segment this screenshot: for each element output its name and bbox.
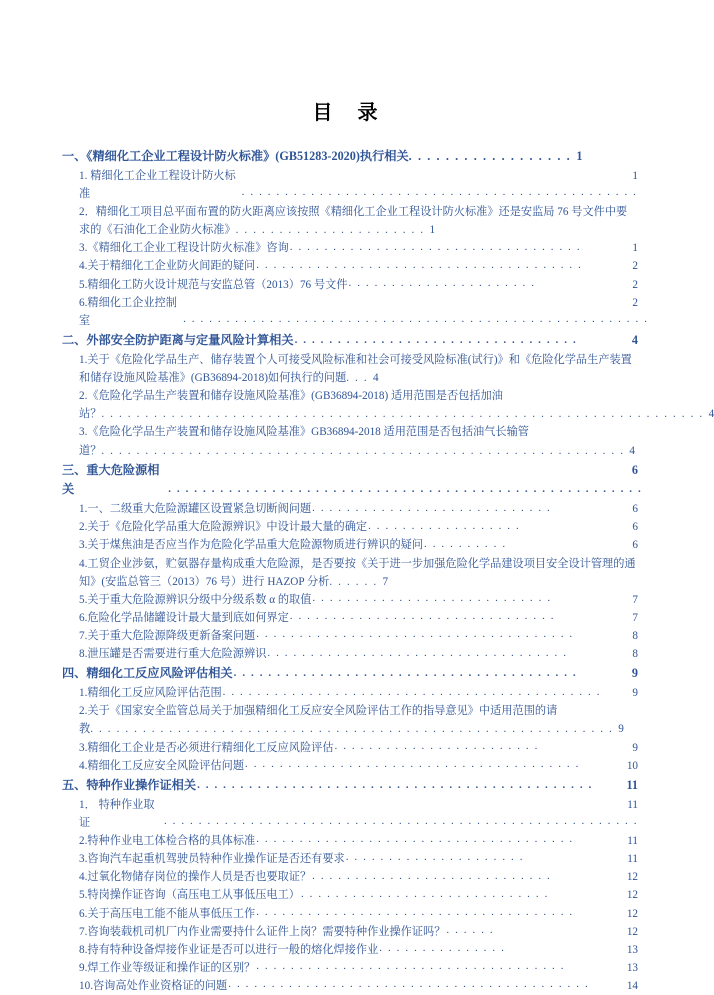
toc-leader-dots: . . . . . . . . . . . . . . . . . . . . . . bbox=[348, 276, 536, 289]
toc-entry-text: 8.持有特种设备焊接作业证是否可以进行一般的熔化焊接作业 bbox=[79, 943, 379, 956]
toc-page-number: 9 bbox=[632, 741, 638, 754]
toc-page-number: 7 bbox=[382, 575, 389, 588]
toc-entry-text: 6.危险化学品储罐设计最大量到底如何界定 bbox=[79, 612, 289, 625]
toc-entry-text: 4.关于精细化工企业防火间距的疑问 bbox=[79, 260, 256, 273]
toc-leader-dots: . . . . . . . . . . . . . . . . . . . . . bbox=[345, 851, 525, 864]
toc-page-number: 2 bbox=[632, 278, 638, 291]
toc-leader-dots: . . . . . . . . . . . . . . . . . . . . . . . . . . . . . . . . . . . . . . . . . . bbox=[228, 978, 590, 991]
toc-entry[interactable] bbox=[62, 461, 643, 501]
toc-entry[interactable] bbox=[62, 684, 638, 702]
toc-leader-dots: . . . . . . . . . . . . . . . bbox=[379, 942, 506, 955]
toc-page-number: 9 bbox=[631, 666, 638, 681]
toc-entry[interactable] bbox=[62, 776, 638, 796]
toc-page-number: 11 bbox=[627, 834, 638, 847]
toc-entry-text: 6.关于高压电工能不能从事低压工作 bbox=[79, 907, 256, 920]
toc-entry-text: 3.《危险化学品生产装置和储存设施风险基准》GB36894-2018 适用范围是否包括油气长输管道？ bbox=[79, 426, 529, 457]
toc-page-number: 4 bbox=[629, 444, 636, 457]
toc-entry-text: 4.过氧化物储存岗位的操作人员是否也要取证？ bbox=[79, 871, 312, 884]
toc-page-number: 2 bbox=[632, 260, 638, 273]
toc-entry-text: 3.关于煤焦油是否应当作为危险化学品重大危险源物质进行辨识的疑问 bbox=[79, 539, 424, 552]
toc-entry[interactable] bbox=[62, 351, 638, 387]
toc-entry[interactable] bbox=[62, 645, 638, 663]
toc-entry-text: 5.精细化工防火设计规范与安监总管（2013）76 号文件 bbox=[79, 278, 348, 291]
toc-entry-text: 1. 精细化工企业工程设计防火标准 bbox=[79, 169, 236, 200]
toc-page-number: 6 bbox=[632, 503, 638, 516]
toc-page-number: 1 bbox=[576, 149, 583, 163]
toc-entry-text: 8.泄压罐是否需要进行重大危险源辨识 bbox=[79, 648, 267, 661]
toc-entry-text: 2.关于《危险化学品重大危险源辨识》中设计最大量的确定 bbox=[79, 521, 368, 534]
toc-entry[interactable] bbox=[62, 739, 638, 757]
toc-entry[interactable] bbox=[62, 423, 638, 459]
toc-entry-text: 9.焊工作业等级证和操作证的区别？ bbox=[79, 961, 256, 974]
toc-entry[interactable] bbox=[62, 387, 714, 423]
toc-entry[interactable] bbox=[62, 257, 638, 275]
toc-entry-text: 2.特种作业电工体检合格的具体标准 bbox=[79, 834, 256, 847]
toc-entry[interactable] bbox=[62, 923, 638, 941]
toc-leader-dots: . . . . . . . . . . . . . . . . . . . . . . . . bbox=[334, 739, 539, 752]
toc-entry-text: 2.《危险化学品生产装置和储存设施风险基准》(GB36894-2018) 适用范围是否包括加油站？ bbox=[79, 390, 503, 421]
toc-entry-text: 1． 特种作业取证 bbox=[79, 798, 155, 829]
toc-leader-dots: . . . . . . . . . . . . . . . . . . . . . . . . . . . . . . . . . . . . . . . . . . . . . . . . . . . . . . bbox=[183, 313, 649, 326]
toc-leader-dots: . . . . . . . . . . . . . . . . . . . . . . . . . . . . . . . . . . . . . . . bbox=[245, 758, 580, 771]
toc-page-number: 4 bbox=[373, 371, 379, 384]
toc-leader-dots: . . . . . . bbox=[329, 575, 378, 588]
toc-entry-text: 6.精细化工企业控制室 bbox=[79, 296, 177, 327]
toc-page-number: 4 bbox=[631, 333, 638, 348]
toc-leader-dots: . . . . . . . . . . . . . . . . . . . . . . . . . . . . . . . bbox=[289, 610, 556, 623]
toc-entry[interactable] bbox=[62, 536, 638, 554]
toc-entry[interactable] bbox=[62, 796, 638, 832]
toc-entry[interactable] bbox=[62, 591, 638, 609]
toc-entry[interactable] bbox=[62, 941, 638, 959]
toc-leader-dots: . . . . . . . . . . . . . . . . . . . . . . . . . . . . . . . . . . . . bbox=[256, 960, 566, 973]
toc-page-number: 1 bbox=[632, 169, 638, 182]
toc-page-number: 13 bbox=[626, 961, 638, 974]
toc-leader-dots: . . . . . . . . . . . . . . . . . . . . . . . . . . . . . . . . . . . . . . . . . . . . bbox=[222, 685, 602, 698]
toc-leader-dots: . . . . . . . . . . . . . . . . . . . . . . . . . . . . . . . . . . . . . . . . . . . . . . . . . . . . . . . . . . . . bbox=[90, 723, 614, 736]
toc-leader-dots: . . . . . . . . . . . . . . . . . . . . . . . . . . . . . . . . . . . bbox=[267, 646, 568, 659]
toc-entry[interactable] bbox=[62, 555, 638, 591]
toc-entry[interactable] bbox=[62, 609, 638, 627]
toc-page-number: 11 bbox=[627, 798, 638, 811]
toc-page-number: 12 bbox=[626, 889, 638, 902]
toc-leader-dots: . . . . . . . . . . . . . . . . . . . . . . . . . . . . . . . . . . . . . . . . bbox=[233, 667, 578, 680]
toc-entry[interactable] bbox=[62, 959, 638, 977]
toc-leader-dots: . . . . . . . . . . . . . . . . . . . . . . . . . . . . . . . . . . . . . . . . . . . . . . . . . . . . . . . bbox=[163, 815, 639, 828]
toc-page-number: 8 bbox=[632, 630, 638, 643]
toc-leader-dots: . . . . . . . . . . . . . . . . . . . . . . . . . . . . . . . . . . . . . bbox=[256, 833, 574, 846]
toc-page-number: 12 bbox=[626, 871, 638, 884]
toc-page-number: 1 bbox=[632, 242, 638, 255]
toc-leader-dots: . . . . . . . . . . . . . . . . . . bbox=[408, 149, 572, 163]
toc-entry[interactable] bbox=[62, 886, 638, 904]
toc-entry-text: 2．精细化工项目总平面布置的防火距离应该按照《精细化工企业工程设计防火标准》还是安监局 76 号文件中要求的《石油化工企业防火标准》 bbox=[79, 206, 628, 237]
toc-page-number: 7 bbox=[632, 612, 638, 625]
toc-entry-text: 4.精细化工反应安全风险评估问题 bbox=[79, 759, 245, 772]
toc-entry[interactable] bbox=[62, 702, 638, 738]
toc-entry[interactable] bbox=[62, 664, 638, 684]
toc-leader-dots: . . . . . . . . . . . . . . . . . . . . . . . . . . . . . . . . . bbox=[294, 333, 578, 346]
toc-entry-text: 二、外部安全防护距离与定量风险计算相关 bbox=[62, 333, 294, 348]
toc-leader-dots: . . . . . . . . . . . . . . . . . . bbox=[368, 519, 521, 532]
toc-page-number: 7 bbox=[632, 593, 638, 606]
toc-entry-text: 7.关于重大危险源降级更新备案问题 bbox=[79, 630, 256, 643]
toc-entry[interactable] bbox=[62, 518, 638, 536]
toc-page-number: 14 bbox=[626, 980, 638, 993]
toc-leader-dots: . . . . . . . . . . . . . . . . . . . . . . . . . . . . . . . . . . . . . . bbox=[256, 258, 583, 271]
toc-entry-text: 3.咨询汽车起重机驾驶员特种作业操作证是否还有要求 bbox=[79, 853, 345, 866]
toc-leader-dots: . . . . . . . . . . . . . . . . . . . . . . . . . . . . . . . . . . . . . . . . . . . . . . . . . . . . . . . . . . . . bbox=[101, 444, 625, 457]
toc-entry-text: 一、《精细化工企业工程设计防火标准》(GB51283-2020)执行相关 bbox=[62, 149, 409, 163]
toc-leader-dots: . . . . . . . . . . . . . . . . . . . . . . . . . . . . bbox=[312, 501, 552, 514]
toc-page-number: 11 bbox=[626, 777, 638, 792]
toc-page-number: 6 bbox=[632, 539, 638, 552]
toc-leader-dots: . . . . . . . . . . . . . . . . . . . . . . . . . . . . bbox=[312, 592, 552, 605]
toc-entry-text: 7.咨询装载机司机厂内作业需要持什么证件上岗？需要特种作业操作证吗？ bbox=[79, 925, 446, 938]
toc-entry[interactable] bbox=[62, 832, 638, 850]
toc-page-number: 6 bbox=[631, 462, 638, 477]
toc-entry-text: 五、特种作业操作证相关 bbox=[62, 777, 197, 792]
toc-entry[interactable] bbox=[62, 147, 638, 167]
toc-entry-text: 4.工贸企业涉氨，贮氨器存量构成重大危险源，是否要按《关于进一步加强危险化学品建设项目安全设计管理的通知》(安监总管三（2013）76 号）进行 HAZOP 分析 bbox=[79, 557, 636, 588]
toc-entry[interactable] bbox=[62, 868, 638, 886]
toc-leader-dots: . . . . . . . . . . . . . . . . . . . . . . . . . . . . . . . . . . . . . bbox=[256, 905, 574, 918]
toc-entry[interactable] bbox=[62, 850, 638, 868]
toc-leader-dots: . . . . . . . . . . . . . . . . . . . . . . . . . . . . . . . . . . . . . . . . . . . . . . . . . . . . . . . bbox=[168, 483, 643, 496]
toc-entry-text: 2.关于《国家安全监管总局关于加强精细化工反应安全风险评估工作的指导意见》中适用范围的请教 bbox=[79, 705, 558, 736]
toc-page-number: 4 bbox=[708, 408, 714, 421]
toc-entry-text: 三、重大危险源相关 bbox=[62, 462, 160, 497]
toc-leader-dots: . . . . . . . . . . . . . . . . . . . . . . . . . . . . . . . . . . . . . . . . . . . . . . . . . . . . . . . . . . . . . . . . . . . . . bbox=[101, 408, 704, 421]
toc-page-number: 12 bbox=[626, 925, 638, 938]
toc-entry-text: 1.关于《危险化学品生产、储存装置个人可接受风险标准和社会可接受风险标准(试行)》和《危险化学品生产装置和储存设施风险基准》(GB36894-2018)如何执行的问题 bbox=[79, 353, 632, 384]
toc-entry[interactable] bbox=[62, 500, 638, 518]
toc-entry[interactable] bbox=[62, 331, 638, 351]
toc-page-number: 11 bbox=[627, 853, 638, 866]
toc-entry-text: 3.精细化工企业是否必须进行精细化工反应风险评估 bbox=[79, 741, 334, 754]
toc-entry[interactable] bbox=[62, 276, 638, 294]
toc-leader-dots: . . . . . . . . . . . . . . . . . . . . . . . . . . . . . . . . . . . . . bbox=[256, 628, 574, 641]
toc-entry[interactable] bbox=[62, 294, 649, 330]
toc-leader-dots: . . . . . . . . . . . . . . . . . . . . . . . . . . . . . bbox=[300, 887, 549, 900]
toc-entry[interactable] bbox=[62, 627, 638, 645]
toc-entry[interactable] bbox=[62, 239, 638, 257]
toc-entry-text: 5.特岗操作证咨询（高压电工从事低压电工） bbox=[79, 889, 300, 902]
toc-entry[interactable] bbox=[62, 167, 638, 203]
toc-entry[interactable] bbox=[62, 977, 638, 995]
toc-entry-text: 1.一、二级重大危险源罐区设置紧急切断阀问题 bbox=[79, 503, 312, 516]
toc-page-number: 2 bbox=[632, 296, 638, 309]
toc-leader-dots: . . . . . . bbox=[446, 923, 495, 936]
toc-leader-dots: . . . bbox=[346, 371, 369, 384]
toc-page-number: 9 bbox=[632, 687, 638, 700]
toc-entry-text: 10.咨询高处作业资格证的问题 bbox=[79, 980, 228, 993]
toc-entry[interactable] bbox=[62, 905, 638, 923]
toc-page-number: 8 bbox=[632, 648, 638, 661]
toc-page-number: 13 bbox=[626, 943, 638, 956]
toc-leader-dots: . . . . . . . . . . . . . . . . . . . . . . bbox=[235, 224, 425, 237]
toc-entry-text: 1.精细化工反应风险评估范围 bbox=[79, 687, 222, 700]
toc-entry[interactable] bbox=[62, 757, 638, 775]
toc-entry[interactable] bbox=[62, 203, 638, 239]
toc-entry-text: 5.关于重大危险源辨识分级中分级系数 α 的取值 bbox=[79, 593, 312, 606]
toc-leader-dots: . . . . . . . . . . . . . . . . . . . . . . . . . . . . bbox=[312, 869, 552, 882]
toc-leader-dots: . . . . . . . . . . bbox=[424, 537, 507, 550]
toc-leader-dots: . . . . . . . . . . . . . . . . . . . . . . . . . . . . . . . . . . . . . . . . . . . . . . bbox=[241, 186, 638, 199]
toc-leader-dots: . . . . . . . . . . . . . . . . . . . . . . . . . . . . . . . . . . bbox=[289, 240, 582, 253]
toc-page-number: 12 bbox=[626, 907, 638, 920]
page-title: 目 录 bbox=[312, 102, 388, 124]
toc-page-number: 10 bbox=[626, 759, 638, 772]
toc-leader-dots: . . . . . . . . . . . . . . . . . . . . . . . . . . . . . . . . . . . . . . . . . . . . . . bbox=[197, 778, 593, 791]
toc-page-number: 6 bbox=[632, 521, 638, 534]
table-of-contents bbox=[62, 147, 714, 995]
toc-page-number: 1 bbox=[429, 224, 436, 237]
toc-entry-text: 四、精细化工反应风险评估相关 bbox=[62, 666, 233, 681]
toc-entry-text: 3.《精细化工企业工程设计防火标准》咨询 bbox=[79, 242, 289, 255]
toc-page-number: 9 bbox=[618, 723, 624, 736]
